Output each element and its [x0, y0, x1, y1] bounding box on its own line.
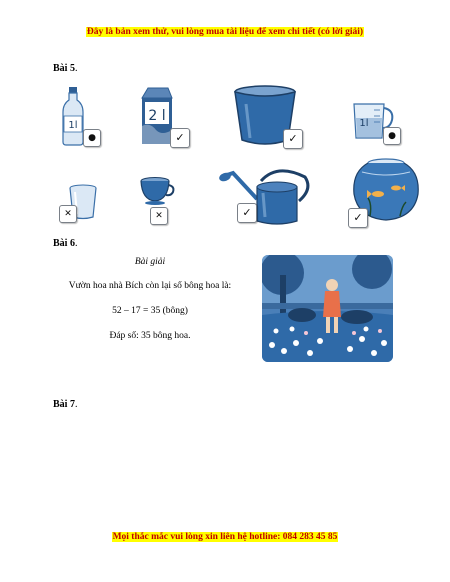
- solution-line-2: 52 – 17 = 35 (bông): [112, 306, 188, 316]
- cup-answer-box[interactable]: ✕: [150, 207, 168, 225]
- bottom-banner: Mọi thắc mắc vui lòng xin liên hệ hotline: 084 283 45 85: [112, 532, 338, 542]
- fishbowl-answer-box[interactable]: ✓: [348, 208, 368, 228]
- jug-answer-box[interactable]: ●: [383, 127, 401, 145]
- carton-answer-box[interactable]: ✓: [170, 128, 190, 148]
- bucket-answer-box[interactable]: ✓: [283, 129, 303, 149]
- bottle-volume-label: 1l: [68, 120, 78, 131]
- cup-illustration: [138, 176, 176, 206]
- solution-answer: Đáp số: 35 bông hoa.: [109, 331, 191, 341]
- bai5-heading: Bài 5.: [53, 63, 78, 74]
- bai7-heading: Bài 7.: [53, 399, 78, 410]
- watering-can-answer-box[interactable]: ✓: [237, 203, 257, 223]
- bottle-answer-box[interactable]: ●: [83, 129, 101, 147]
- watering-can-illustration: [217, 165, 313, 227]
- glass-answer-box[interactable]: ✕: [59, 205, 77, 223]
- carton-volume-label: 2 l: [148, 108, 166, 124]
- top-banner: Đây là bản xem thử, vui lòng mua tài liệu để xem chi tiết (có lời giải): [86, 27, 364, 37]
- milk-carton-illustration: [138, 86, 174, 146]
- jug-volume-label: 1l: [359, 118, 369, 129]
- solution-line-1: Vườn hoa nhà Bích còn lại số bông hoa là:: [68, 281, 232, 291]
- bai6-heading: Bài 6.: [53, 238, 78, 249]
- garden-illustration: [262, 255, 393, 362]
- solution-title: Bài giải: [134, 257, 166, 267]
